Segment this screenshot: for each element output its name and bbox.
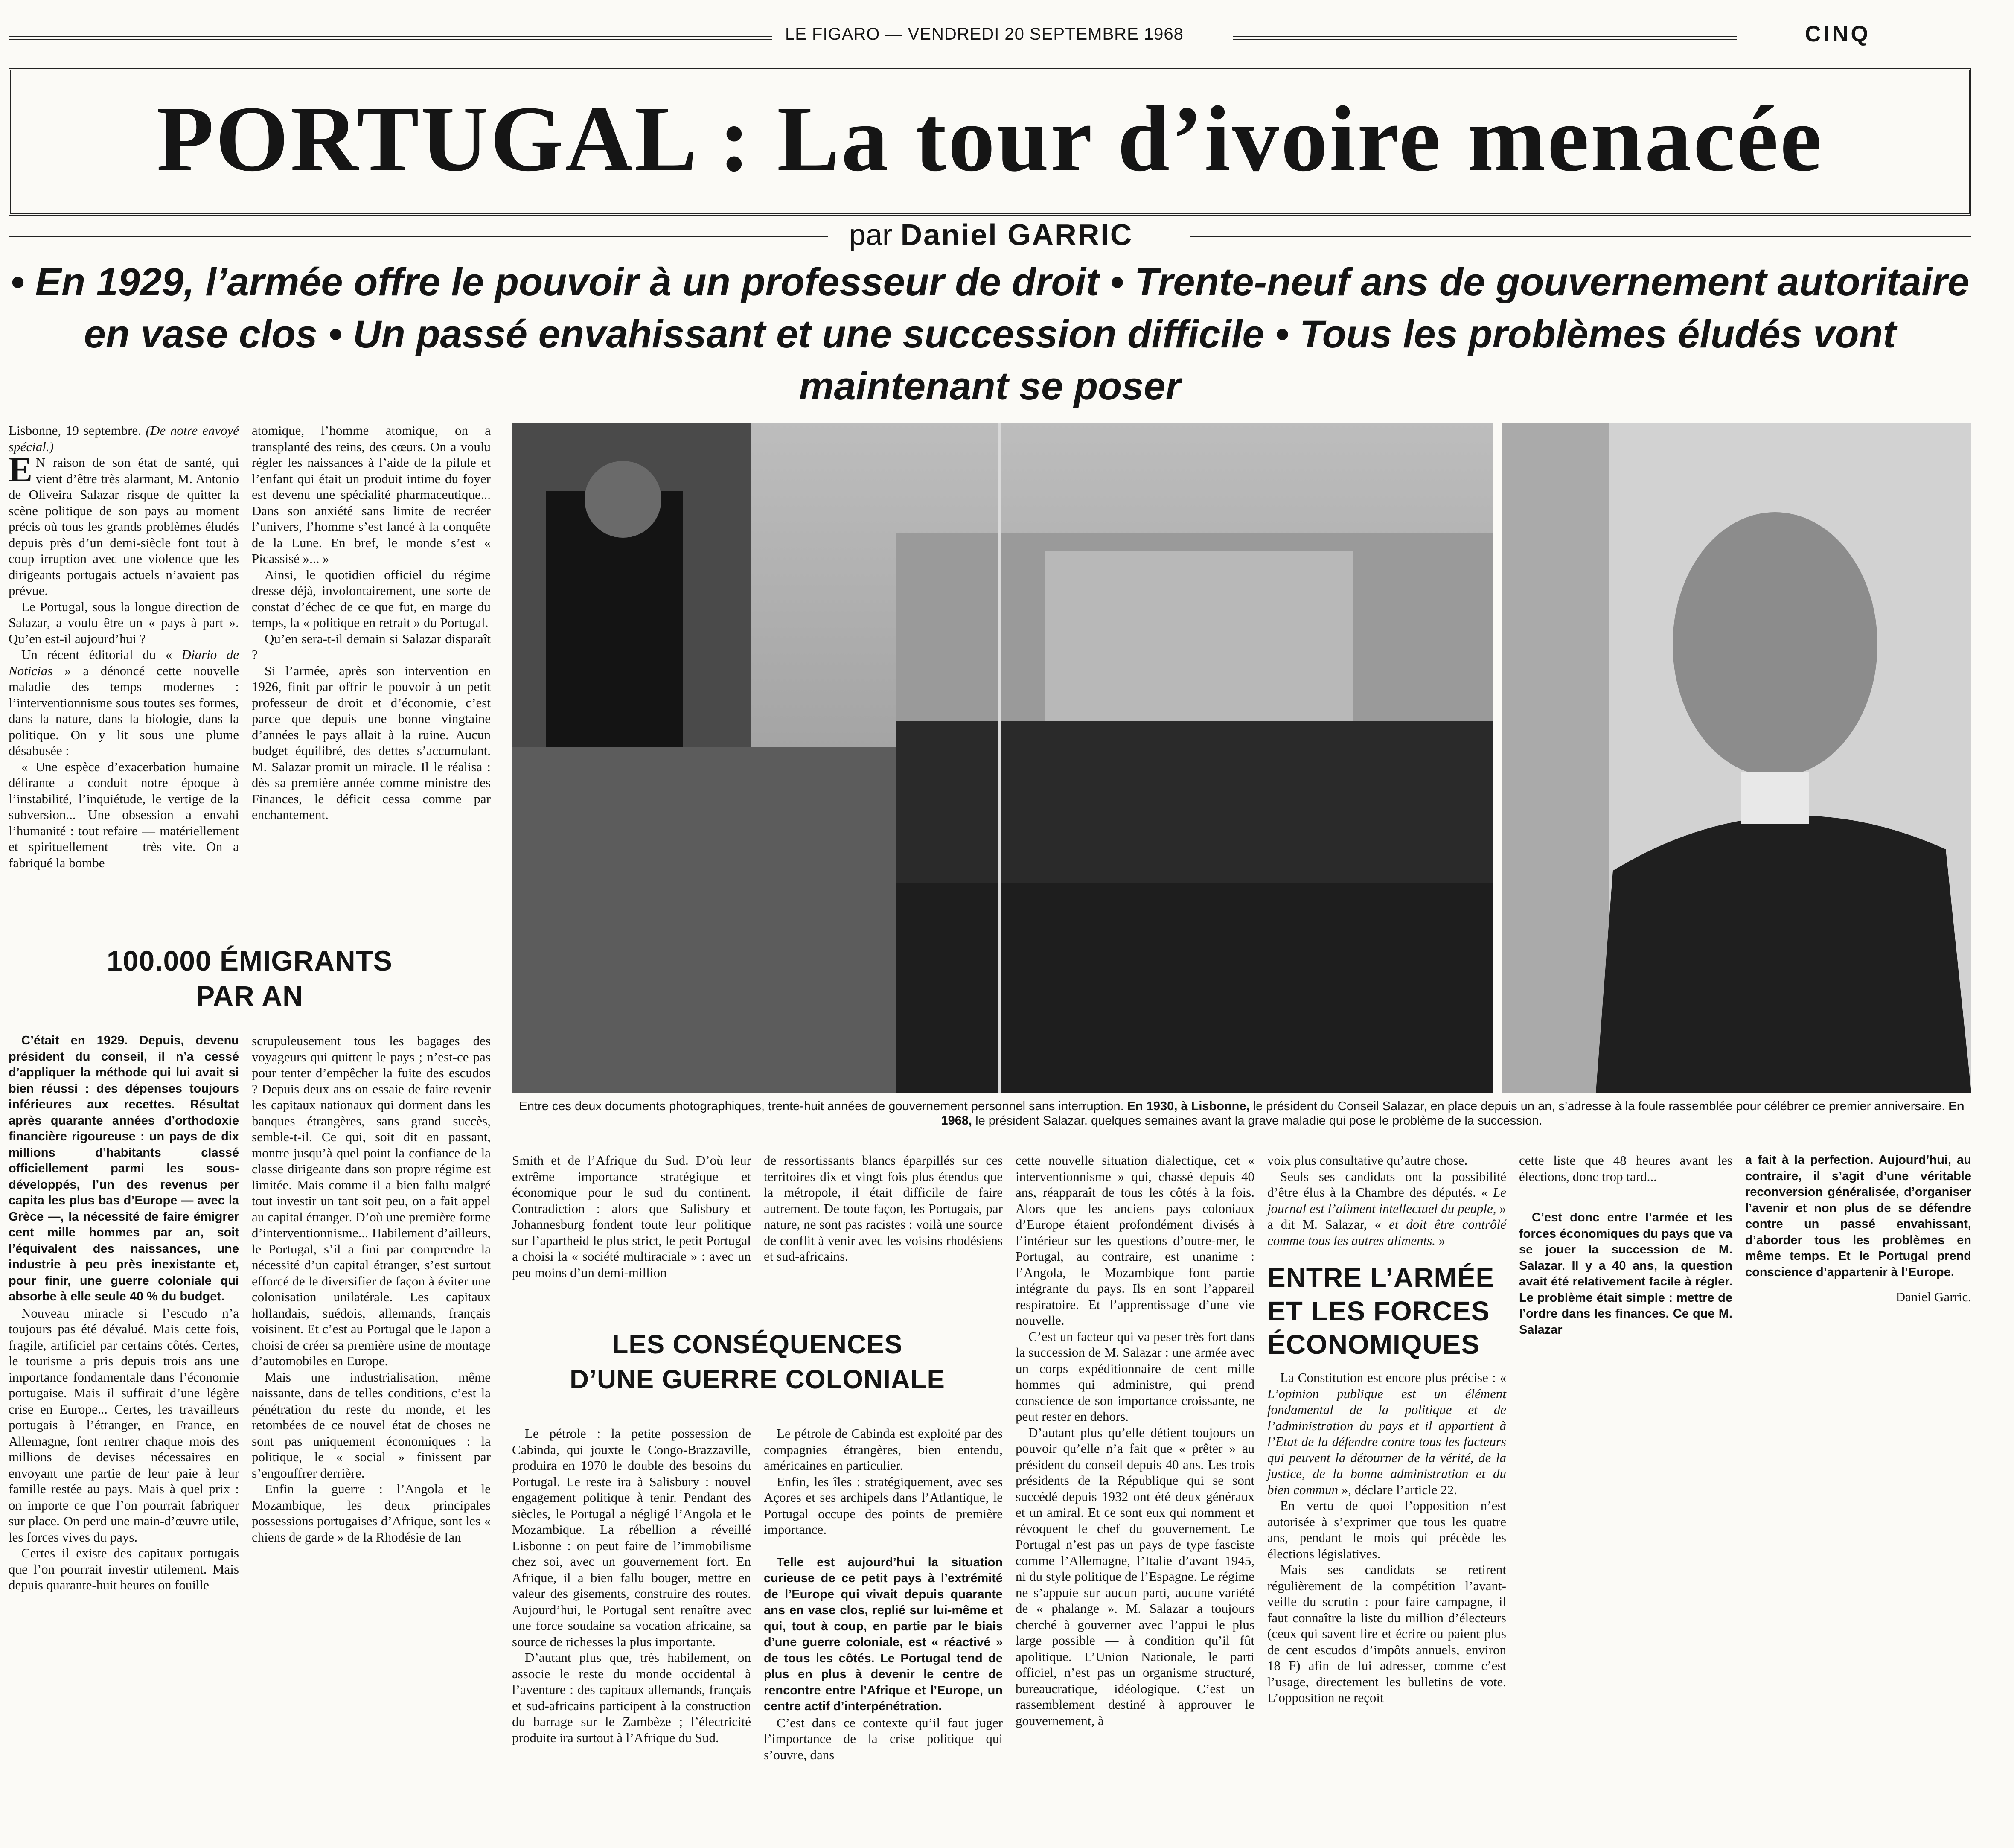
intro2-p4: Si l’armée, après son intervention en 1926, finit par offrir le pouvoir à un petit professeur de droit et d’économie, c’est parce que depuis une bonne vingtaine d’années le pays allait à la ruine. Aucun budget équilibré, des dettes s’accumulant. M. Salazar promit un miracle. Il le réalisa : dès sa première année comme ministre des Finances, le déficit cessa comme par enchantement.: [252, 663, 491, 822]
col5-p3: D’autant plus qu’elle détient toujours un pouvoir qu’elle n’a fait que « prêter » au président du conseil depuis 40 ans. Les trois présidents de la République qui se sont succédé depuis 1932 ont été deux généraux et un amiral. Et ce sont eux qui nomment et révoquent le chef du gouvernement. Le Portugal n’est pas un pays de type fasciste comme l’Allemagne, l’Italie d’avant 1945, ni du style politique de l’Espagne. Le régime ne s’appuie sur aucun parti, aucune variété de « phalange ». M. Salazar a toujours cherché à gouverner avec l’appui le plus large possible — à condition qu’il fût apolitique. L’Union Nationale, le parti officiel, n’est pas un organisme structuré, bureaucratique, idéologique. C’est un rassemblement destiné à approuver le gouvernement, à: [1016, 1425, 1254, 1728]
col6-p2b: » a dit M. Salazar, «: [1267, 1201, 1507, 1232]
consequences-column-a: [512, 1425, 751, 1746]
photo-salazar-1968: [1502, 423, 1971, 1093]
intro-column-2: [252, 423, 491, 823]
header-rule-right: [1233, 36, 1737, 37]
caption-text3: le président Salazar, quelques semaines avant la grave maladie qui pose le problème de la succession.: [975, 1114, 1543, 1128]
intro-p2: Le Portugal, sous la longue direction de Salazar, a voulu être un « pays à part ». Qu’en est-il aujourd’hui ?: [9, 599, 239, 646]
col7-bold: C’est donc entre l’armée et les forces économiques du pays que va se jouer la succession de M. Salazar. Il y a 40 ans, la question avait été relativement facile à régler. Le problème était simple : mettre de l’ordre dans les finances. Ce que M. Salazar: [1519, 1211, 1732, 1337]
intro-p1: N raison de son état de santé, qui vient d’être très alarmant, M. Antonio de Oliveira Salazar risque de quitter la scène politique de son pays au moment précis où tous les grands problèmes éludés depuis près d’un demi-siècle font tout à coup irruption avec une violence que les dirigeants portugais actuels n’avaient pas prévue.: [9, 455, 239, 598]
col6-p2-quote: Le journal est l’aliment intellectuel du peuple,: [1267, 1185, 1506, 1216]
byline-author: Daniel GARRIC: [900, 218, 1133, 251]
drop-cap: E: [9, 450, 33, 490]
intro-column-1: [9, 423, 239, 871]
column-4: [764, 1152, 1003, 1265]
col6-p5: Mais ses candidats se retirent régulièrement de la compétition l’avant-veille du scrutin : pour faire campagne, il faut connaître la liste du million d’électeurs (ceux qui savent lire et écrire ou paient plus de cent escudos d’impôts annuels, environ 18 F) afin de lui adresser, comme c’est l’usage, directement les bulletins de vote. L’opposition ne reçoit: [1267, 1562, 1506, 1705]
emigrants-p2: Nouveau miracle si l’escudo n’a toujours pas été dévalué. Mais cette fois, fragile, artificiel par certains côtés. Certes, le tourisme a pris depuis trois ans une importance fondamentale dans l’économie portugaise. Mais il suffirait d’une légère crise en Europe... Certes, les travailleurs portugais à l’étranger, en France, en Allemagne, font rentrer chaque mois des millions de devises nécessaires en envoyant une partie de leur paie à leur famille restée au pays. Mais à quel prix : on importe ce que l’on pourrait fabriquer sur place. On perd une main-d’œuvre utile, les forces vives du pays.: [9, 1305, 239, 1545]
intro-p3a: Un récent éditorial du «: [21, 647, 172, 662]
dateline: Lisbonne, 19 septembre.: [9, 423, 141, 438]
subheading-consequences-line2: D’UNE GUERRE COLONIALE: [570, 1365, 945, 1394]
consequences-b4: C’est dans ce contexte qu’il faut juger l’importance de la crise politique qui s’ouvre, dans: [764, 1715, 1003, 1762]
column-8: [1745, 1152, 1971, 1305]
intro-p3-paper: Diario de Noticias: [9, 647, 239, 678]
consequences-a2: D’autant plus que, très habilement, on associe le reste du monde occidental à l’aventure : des capitaux allemands, français et sud-africains participent à la construction du barrage sur le Zambèze ; l’électricité produite ira surtout à l’Afrique du Sud.: [512, 1650, 751, 1745]
col6-p4: En vertu de quoi l’opposition n’est autorisée à s’exprimer que tous les quatre ans, pendant le mois qui précède les élections législatives.: [1267, 1498, 1506, 1561]
special-envoy: (De notre envoyé spécial.): [9, 423, 239, 454]
col6-p2a: Seuls ses candidats ont la possibilité d’être élus à la Chambre des députés. «: [1267, 1169, 1506, 1200]
col6-p3b: », déclare l’article 22.: [1341, 1482, 1458, 1497]
intro2-p1: atomique, l’homme atomique, on a transplanté des reins, des cœurs. On a voulu régler les naissances à l’aide de la pilule et l’enfant qui était un produit intime du foyer est devenu une spécialité pharmaceutique... Dans son anxiété sans limite de recréer l’univers, l’homme s’est lancé à la conquête de la Lune. En bref, le monde s’est « Picassisé »... »: [252, 423, 491, 566]
emigrants-bold-paragraph: C’était en 1929. Depuis, devenu président du conseil, il n’a cessé d’appliquer la méthode qui lui avait si bien réussi : des dépenses toujours inférieures aux recettes. Résultat après quarante années d’orthodoxie financière rigoureuse : un pays de dix millions d’habitants classé officiellement parmi les sous-développés, l’un des revenus per capita les plus bas d’Europe — avec la Grèce —, la nécessité de faire émigrer cent mille hommes par an, soit l’équivalent des naissances, une industrie à peu près inexistante et, pour finir, une guerre coloniale qui absorbe à elle seule 40 % du budget.: [9, 1034, 239, 1303]
capital-p1: scrupuleusement tous les bagages des voyageurs qui quittent le pays ; n’est-ce pas pour tenter d’empêcher la fuite des escudos ? Depuis deux ans on essaie de faire revenir les capitaux nationaux qui dorment dans les banques étrangères, sans grand succès, semble-t-il. Ce qui, soit dit en passant, montre jusqu’à quel point la confiance de la classe dirigeante dans son propre régime est limitée. Mais comme il a bien fallu malgré tout investir un tant soit peu, on a fait appel au capital étranger. D’où une première forme d’interventionnisme... Habilement d’ailleurs, le Portugal, s’il a fini par comprendre la nécessité d’un capital étranger, s’est surtout efforcé de le diversifier de façon à éviter une colonisation unilatérale. Les capitaux hollandais, suédois, allemands, français voisinent. Et c’est au Portugal que le Japon a choisi de créer sa première usine de montage d’automobiles en Europe.: [252, 1033, 491, 1368]
col3-p1: Smith et de l’Afrique du Sud. D’où leur extrême importance stratégique et économique pour le sud du continent. Contradiction : alors que Salisbury et Johannesburg fondent toute leur politique sur l’apartheid le plus strict, le petit Portugal a choisi la « société multiraciale » : avec un peu moins d’un demi-million: [512, 1153, 751, 1280]
running-head: LE FIGARO — VENDREDI 20 SEPTEMBRE 1968: [785, 25, 1184, 44]
col5-p1: cette nouvelle situation dialectique, cet « interventionnisme » qui, chassé depuis 40 ans, réapparaît de tous les côtés à la fois. Alors que les anciens pays coloniaux d’Europe étaient profondément divisés à l’intérieur sur les questions d’outre-mer, le Portugal, au contraire, est unanime : l’Angola, le Mozambique font partie intégrante du pays. Ils en sont l’appareil respiratoire. Et l’apprentissage d’une vie nouvelle.: [1016, 1153, 1254, 1328]
subheading-army: [1267, 1261, 1506, 1361]
col5-p2: C’est un facteur qui va peser très fort dans la succession de M. Salazar : une armée avec un corps expéditionnaire de cent mille hommes qui administre, qui prend conscience de son importance croissante, ne peut rester en dehors.: [1016, 1329, 1254, 1424]
col8-p1: a fait à la perfection. Aujourd’hui, au contraire, il s’agit d’une véritable reconversion généralisée, d’organiser l’avenir et non plus de se défendre contre un passé envahissant, d’aborder tous les problèmes en même temps. Et le Portugal prend conscience d’appartenir à l’Europe.: [1745, 1153, 1971, 1279]
subheading-emigrants-line1: 100.000 ÉMIGRANTS: [107, 945, 393, 976]
header-rule-left-2: [9, 39, 772, 40]
byline: [849, 218, 1133, 252]
col6-p3a: La Constitution est encore plus précise : «: [1280, 1370, 1506, 1385]
photo-caption: [512, 1099, 1971, 1128]
subheading-army-line2: ET LES FORCES: [1267, 1296, 1490, 1326]
portrait-illustration: [1502, 423, 1971, 1093]
col4-p1: de ressortissants blancs éparpillés sur ces territoires dix et vingt fois plus étendus que la métropole, il était difficile de faire autrement. De toute façon, les Portugais, par nature, ne sont pas racistes : voilà une source de conflit à venir avec les voisins rhodésiens et sud-africains.: [764, 1153, 1003, 1264]
subheading-army-line3: ÉCONOMIQUES: [1267, 1329, 1480, 1360]
consequences-b1: Le pétrole de Cabinda est exploité par des compagnies étrangères, bien entendu, américaines en particulier.: [764, 1426, 1003, 1473]
consequences-b3-bold: Telle est aujourd’hui la situation curieuse de ce petit pays à l’extrémité de l’Europe qui vivait depuis quarante ans en vase clos, replié sur lui-même et qui, tout à coup, en partie par le biais d’une guerre coloniale, est « réactivé » de tous les côtés. Le Portugal tend de plus en plus à devenir le centre de rencontre entre l’Afrique et l’Europe, un centre actif d’interpénétration.: [764, 1555, 1003, 1713]
deck: • En 1929, l’armée offre le pouvoir à un professeur de droit • Trente-neuf ans de gouvernement autoritaire en vase clos • Un passé envahissant et une succession difficile • Tous les problèmes éludés vont maintenant se poser: [10, 260, 1970, 408]
header-rule-right-2: [1233, 39, 1737, 40]
subheading-emigrants: [9, 943, 491, 1013]
byline-rule-left: [9, 236, 828, 237]
caption-text1: Entre ces deux documents photographiques, trente-huit années de gouvernement personnel sans interruption.: [519, 1099, 1124, 1113]
signature: Daniel Garric.: [1895, 1289, 1971, 1304]
emigrants-column: [9, 1033, 239, 1593]
crowd-photo-illustration: [512, 423, 1493, 1093]
caption-bold2: En 1968,: [941, 1099, 1965, 1128]
column-6: [1267, 1152, 1506, 1706]
consequences-column-b: [764, 1425, 1003, 1763]
caption-text2: le président du Conseil Salazar, en place depuis un an, s’adresse à la foule rassemblée pour célébrer ce premier anniversaire.: [1253, 1099, 1945, 1113]
byline-par: par: [849, 218, 893, 251]
col6-p2-quote2: et doit être contrôlé comme tous les autres aliments.: [1267, 1217, 1507, 1248]
column-3: [512, 1152, 751, 1280]
page-number: CINQ: [1805, 22, 1871, 47]
column-5: [1016, 1152, 1254, 1728]
intro-p3b: » a dénoncé cette nouvelle maladie des temps modernes : l’interventionnisme sous toutes ses formes, dans la nature, dans la biologie, dans la politique. On y lit sous une plume désabusée :: [9, 663, 239, 758]
subheading-consequences: [512, 1327, 1003, 1397]
byline-rule-right: [1190, 236, 1971, 237]
intro2-p2: Ainsi, le quotidien officiel du régime dresse déjà, involontairement, une sorte de constat d’échec de ce que fut, en marge du temps, la « politique en retrait » du Portugal.: [252, 567, 491, 630]
consequences-b2: Enfin, les îles : stratégiquement, avec ses Açores et ses archipels dans l’Atlantique, le Portugal occupe des points de première importance.: [764, 1474, 1003, 1537]
caption-bold1: En 1930, à Lisbonne,: [1127, 1099, 1250, 1113]
capital-p3: Enfin la guerre : l’Angola et le Mozambique, les deux principales possessions portugaises d’Afrique, sont les « chiens de garde » de la Rhodésie de Ian: [252, 1481, 491, 1545]
col7-p1: cette liste que 48 heures avant les élections, donc trop tard...: [1519, 1153, 1732, 1184]
emigrants-p3: Certes il existe des capitaux portugais que l’on pourrait investir utilement. Mais depuis quarante-huit heures on fouille: [9, 1545, 239, 1592]
consequences-a1: Le pétrole : la petite possession de Cabinda, qui jouxte le Congo-Brazzaville, produira en 1970 le double des besoins du Portugal. Le reste ira à Salisbury : nouvel engagement politique à tenir. Pendant des siècles, le Portugal a négligé l’Angola et le Mozambique. La rébellion a réveillé Lisbonne : on peut faire de l’immobilisme chez soi, avec un gouvernement fort. En Afrique, il a bien fallu bouger, mettre en valeur des gisements, construire des routes. Aujourd’hui, le Portugal sent renaître avec une force soudaine sa vocation africaine, sa source de richesses la plus importante.: [512, 1426, 751, 1649]
subheading-emigrants-line2: PAR AN: [196, 980, 303, 1011]
capital-p2: Mais une industrialisation, même naissante, dans de telles conditions, c’est la pénétration du reste du monde, et les retombées de ce nouvel état de choses ne sont pas uniquement économiques : la politique, le « social » finissent par s’engouffrer derrière.: [252, 1369, 491, 1481]
column-7: [1519, 1152, 1732, 1338]
subheading-army-line1: ENTRE L’ARMÉE: [1267, 1262, 1495, 1293]
col6-p2c: »: [1438, 1233, 1446, 1248]
col6-p3-quote: L’opinion publique est un élément fondamental de la politique et de l’administration du pays et il appartient à l’Etat de la défendre contre tous les facteurs qui peuvent la détourner de la vérité, de la justice, de la bonne administration et du bien commun: [1267, 1386, 1506, 1497]
photo-lisbon-1930: [512, 423, 1493, 1093]
header-rule-left: [9, 36, 772, 37]
capital-column: [252, 1033, 491, 1545]
intro-p4: « Une espèce d’exacerbation humaine délirante a conduit notre époque à l’instabilité, l’inquiétude, le vertige de la subversion... Une obsession a envahi l’humanité : tout refaire — matériellement et spirituellement — très vite. On a fabriqué la bombe: [9, 759, 239, 870]
headline: PORTUGAL : La tour d’ivoire menacée: [156, 87, 1824, 191]
subheading-consequences-line1: LES CONSÉQUENCES: [612, 1330, 903, 1359]
col6-p1: voix plus consultative qu’autre chose.: [1267, 1153, 1468, 1168]
intro2-p3: Qu’en sera-t-il demain si Salazar disparaît ?: [252, 631, 491, 662]
